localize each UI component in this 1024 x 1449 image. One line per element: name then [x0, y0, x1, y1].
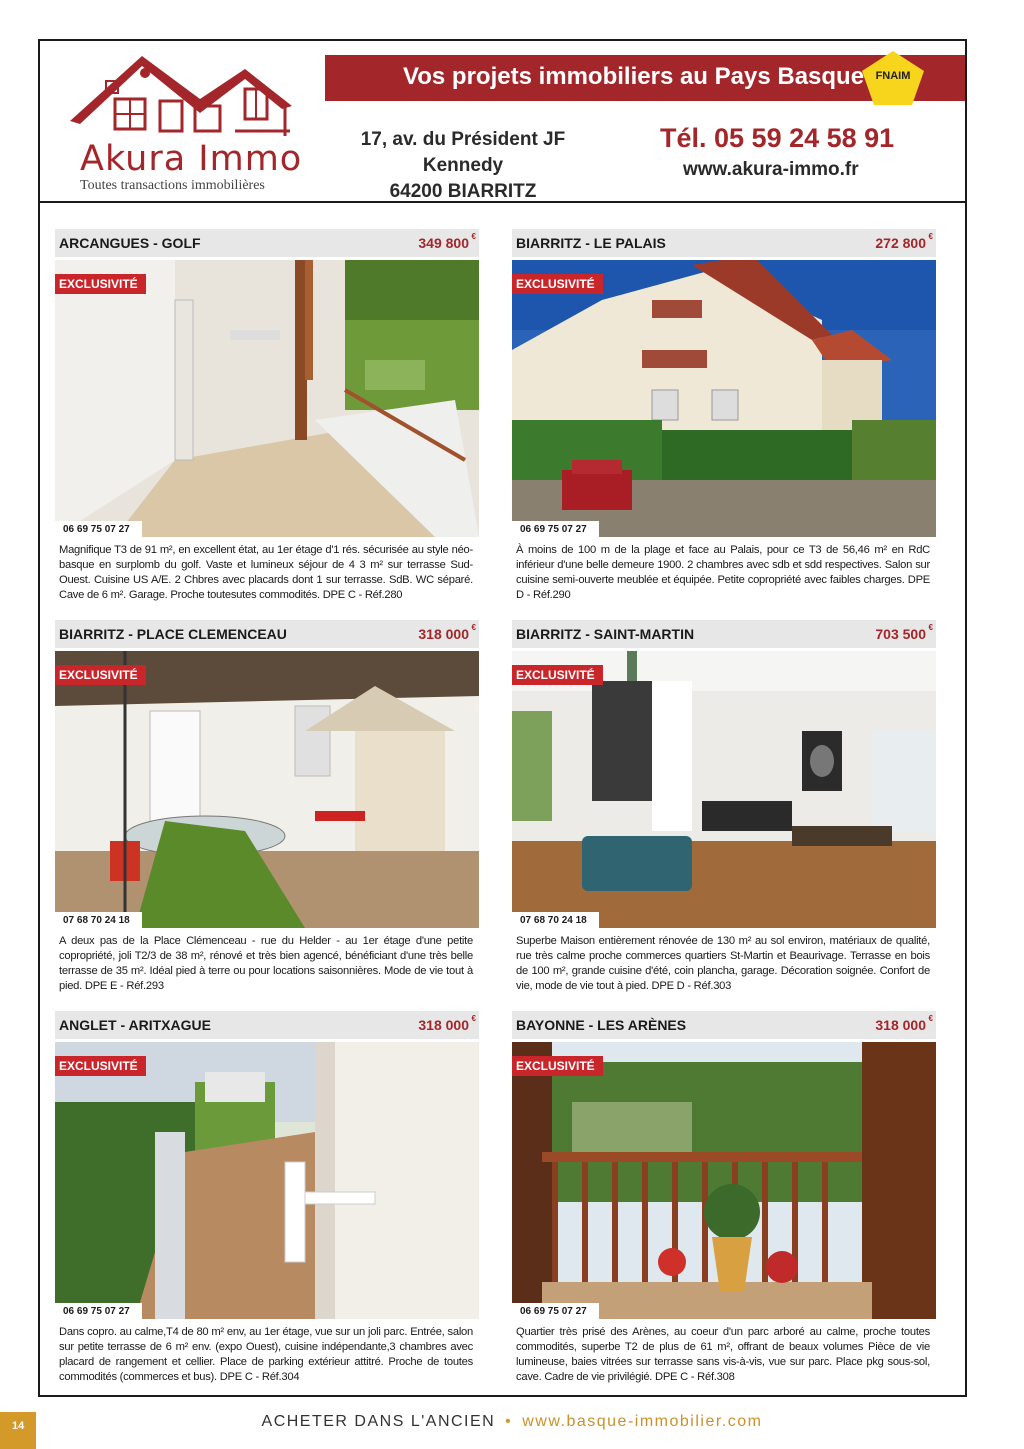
agency-logo [70, 51, 303, 196]
fnaim-label: FNAIM [875, 70, 911, 82]
listing-phone[interactable]: 07 68 70 24 18 [55, 912, 142, 928]
listing-title-bar [512, 229, 936, 257]
banner-text: Vos projets immobiliers au Pays Basque [403, 63, 865, 90]
terrace-photo [55, 651, 479, 928]
listing-description: A deux pas de la Place Clémenceau - rue du Helder - au 1er étage d'une petite copropriété, joli T2/3 de 38 m², rénové et très bien agencé, bénéficiant d'une très belle terrasse de 35 m². Idéal pied à terre ou pour locations saisonnières. Mode de vie tout à pied. DPE E - Réf.293 [59, 935, 473, 992]
villa-photo [512, 260, 936, 537]
exclusivity-badge: EXCLUSIVITÉ [55, 1056, 146, 1076]
agency-address [328, 127, 598, 205]
footer-text: ACHETER DANS L'ANCIEN [261, 1413, 496, 1430]
listing-currency: € [471, 1014, 476, 1023]
listing-price: 318 000 [875, 1017, 926, 1033]
exclusivity-badge: EXCLUSIVITÉ [55, 274, 146, 294]
listing-price: 318 000 [418, 1017, 469, 1033]
listing-currency: € [928, 1014, 933, 1023]
listing-photo[interactable] [55, 651, 479, 928]
brand-name: Akura Immo [80, 139, 303, 179]
listing-title-bar [55, 229, 479, 257]
listing-description: Dans copro. au calme,T4 de 80 m² env, au 1er étage, vue sur un joli parc. Entrée, salon sur petite terrasse de 6 m² env. (expo Ouest), cuisine indépendante,3 chambres avec placard de rangement et cellier. Place de parking extérieur attitré. Proche de toutes commodités (commerces et bus). DPE C - Réf.304 [59, 1326, 473, 1383]
park-view-balcony-photo [512, 1042, 936, 1319]
listing-card[interactable] [55, 1011, 479, 1391]
listing-title: ARCANGUES - GOLF [59, 235, 201, 251]
listing-card[interactable] [512, 620, 936, 1000]
listing-title: BIARRITZ - PLACE CLEMENCEAU [59, 626, 287, 642]
listing-photo[interactable] [55, 1042, 479, 1319]
listing-title: BAYONNE - LES ARÈNES [516, 1017, 687, 1033]
house-logo-icon [70, 51, 300, 141]
listing-price: 703 500 [875, 626, 926, 642]
listing-phone[interactable]: 06 69 75 07 27 [512, 521, 599, 537]
listing-card[interactable] [55, 229, 479, 609]
listing-photo[interactable] [512, 260, 936, 537]
footer-url[interactable]: www.basque-immobilier.com [522, 1413, 763, 1430]
listing-description: À moins de 100 m de la plage et face au Palais, pour ce T3 de 56,46 m² en RdC inférieur d'une belle demeure 1900. 2 chambres avec sdb et sdd respectives. Salon sur cuisine semi-ouverte meublée et équipée. Petite copropriété avec faibles charges. DPE D - Réf.290 [516, 544, 930, 601]
listing-description: Magnifique T3 de 91 m², en excellent état, au 1er étage d'1 rés. sécurisée au style néo-basque en surplomb du golf. Vaste et lumineux séjour de 4 3 m² sur terrasse Sud-Ouest. Cuisine US A/E. 2 Chbres avec placards dont 1 sur terrasse. SdB. WC séparé. Cave de 6 m². Garage. Proche toutesutes commodités. DPE C - Réf.280 [59, 544, 473, 601]
listing-currency: € [928, 232, 933, 241]
banner [325, 55, 965, 101]
listing-photo[interactable] [55, 260, 479, 537]
fnaim-badge [858, 49, 928, 107]
listing-description: Superbe Maison entièrement rénovée de 130 m² au sol environ, matériaux de qualité, rue très calme proche commerces quartiers St-Martin et Beaurivage. Terrasse en bois de 100 m², grande cuisine d'été, coin plancha, garage. Décoration soignée. Confort de vie, mode de vie tout à pied. DPE D - Réf.303 [516, 935, 930, 992]
listing-card[interactable] [55, 620, 479, 1000]
listing-card[interactable] [512, 229, 936, 609]
listing-title-bar [512, 1011, 936, 1039]
listing-phone[interactable]: 06 69 75 07 27 [55, 1303, 142, 1319]
listing-title-bar [55, 620, 479, 648]
garden-balcony-photo [55, 1042, 479, 1319]
listing-currency: € [471, 232, 476, 241]
listing-currency: € [928, 623, 933, 632]
exclusivity-badge: EXCLUSIVITÉ [55, 665, 146, 685]
address-line-1: 17, av. du Président JF Kennedy [360, 129, 566, 176]
listing-price: 349 800 [418, 235, 469, 251]
listing-price: 318 000 [418, 626, 469, 642]
agency-website[interactable]: www.akura-immo.fr [683, 159, 859, 180]
listing-title-bar [55, 1011, 479, 1039]
footer-separator: • [505, 1413, 513, 1430]
brand-tagline: Toutes transactions immobilières [80, 178, 265, 193]
listing-description: Quartier très prisé des Arènes, au coeur d'un parc arboré au calme, proche toutes commodités, superbe T2 de plus de 61 m², offrant de beaux volumes Pièce de vie lumineuse, baies vitrées sur terrasse sans vis-à-vis, vue sur parc. Place pkg sous-sol, cave. Cadre de vie privilégié. DPE C - Réf.308 [516, 1326, 930, 1383]
listing-phone[interactable]: 06 69 75 07 27 [512, 1303, 599, 1319]
listing-phone[interactable]: 06 69 75 07 27 [55, 521, 142, 537]
address-line-2: 64200 BIARRITZ [389, 181, 537, 202]
listing-title: ANGLET - ARITXAGUE [59, 1017, 211, 1033]
agency-header [40, 41, 965, 203]
listing-card[interactable] [512, 1011, 936, 1391]
page-frame [38, 39, 967, 1397]
balcony-photo [55, 260, 479, 537]
listing-title: BIARRITZ - LE PALAIS [516, 235, 666, 251]
living-room-photo [512, 651, 936, 928]
page-number: 14 [12, 1420, 25, 1432]
exclusivity-badge: EXCLUSIVITÉ [512, 274, 603, 294]
exclusivity-badge: EXCLUSIVITÉ [512, 665, 603, 685]
page-footer [0, 1413, 1024, 1431]
listing-title-bar [512, 620, 936, 648]
listing-phone[interactable]: 07 68 70 24 18 [512, 912, 599, 928]
listing-photo[interactable] [512, 1042, 936, 1319]
listing-title: BIARRITZ - SAINT-MARTIN [516, 626, 695, 642]
exclusivity-badge: EXCLUSIVITÉ [512, 1056, 603, 1076]
listing-currency: € [471, 623, 476, 632]
agency-phone[interactable]: Tél. 05 59 24 58 91 [660, 123, 895, 153]
listing-price: 272 800 [875, 235, 926, 251]
listing-photo[interactable] [512, 651, 936, 928]
